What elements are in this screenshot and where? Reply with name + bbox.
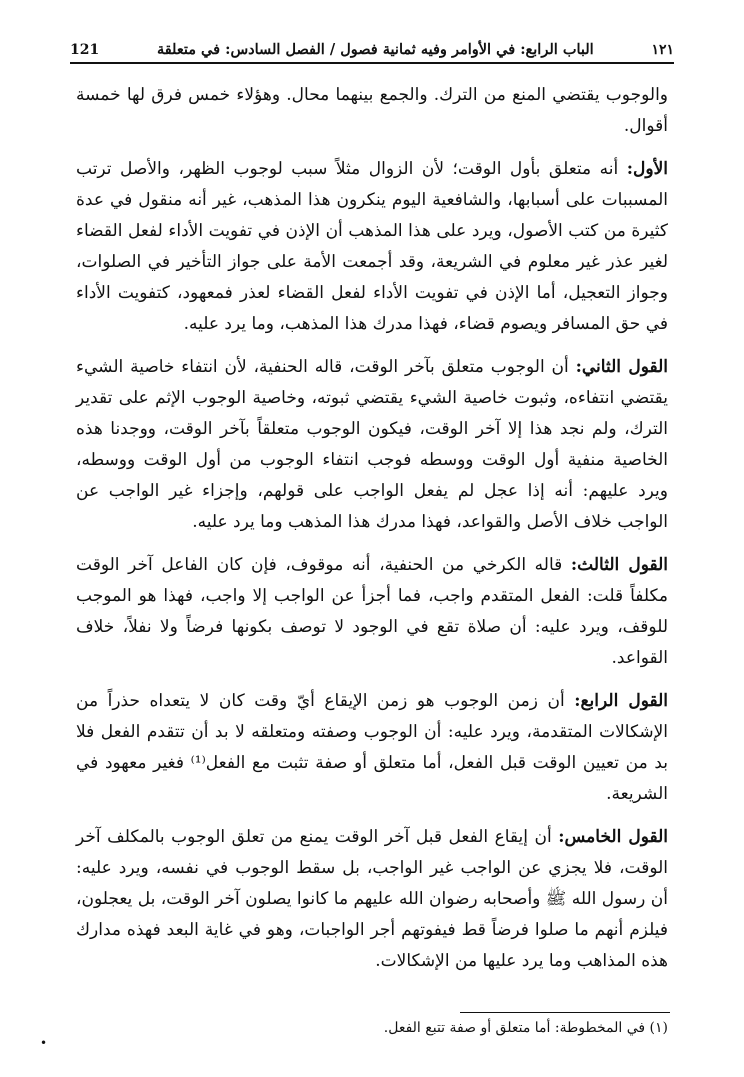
paragraph-label: القول الرابع: — [574, 691, 668, 711]
paragraph-label: الأول: — [626, 159, 669, 179]
page-header — [70, 34, 674, 64]
footnote-text: في المخطوطة: أما متعلق أو صفة تتبع الفعل. — [383, 1020, 646, 1036]
paragraph-text: أن زمن الوجوب هو زمن الإيقاع أيّ وقت كان لا يتعداه حذراً من الإشكالات المتقدمة، ويرد عليه: أن الوجوب وصفته ومتعلقه لا بد أن تتقدم الفعل فلا بد من تعيين الوقت قبل الفعل، أما متعلق أو صفة تثبت مع الفعل⁽¹⁾ فغير معهود في الشريعة. — [76, 691, 669, 804]
footnote-divider — [460, 1012, 670, 1013]
paragraph-first-opinion — [76, 154, 668, 340]
paragraph-fifth-opinion — [76, 822, 668, 977]
paragraph-text: أن إيقاع الفعل قبل آخر الوقت يمنع من تعلق الوجوب بالمكلف آخر الوقت، فلا يجزي عن الواجب غير الواجب، بل سقط الوجوب في نفسه، ويرد عليه: أن رسول الله ﷺ وأصحابه رضوان الله عليهم ما كانوا يصلون آخر الوقت، بل يعجلون، فيلزم أنهم ما صلوا فرضاً قط فيفوتهم أجر الواجبات، وهو في غاية البعد فهذه مدارك هذه المذاهب وما يرد عليها من الإشكالات. — [76, 827, 668, 971]
paragraph-label: القول الثاني: — [575, 357, 668, 377]
footnote — [384, 1020, 668, 1036]
page-number-latin: 121 — [70, 42, 100, 58]
paragraph-third-opinion — [76, 550, 668, 674]
paragraph-text: قاله الكرخي من الحنفية، أنه موقوف، فإن كان الفاعل آخر الوقت مكلفاً قلت: الفعل المتقدم واجب، فما أجزأ عن الواجب إلا واجب، فهذا هو الموجب للوقف، ويرد عليه: أن صلاة تقع في الوجود لا توصف بكونها فرضاً ولا نفلاً، خلاف القواعد. — [76, 555, 668, 668]
paragraph-text: أن الوجوب متعلق بآخر الوقت، قاله الحنفية، لأن انتفاء خاصية الشيء يقتضي انتفاءه، وثبوت خاصية الشيء يقتضي ثبوته، وخاصية الوجوب الإثم على تقدير الترك، ولم نجد هذا إلا آخر الوقت، فيكون الوجوب متعلقاً بآخر الوقت، ووجدنا هذه الخاصية منفية أول الوقت ووسطه فوجب انتفاء الوجوب من أول الوقت ووسطه، ويرد عليهم: أنه إذا عجل لم يفعل الواجب على قولهم، وإجزاء غير الواجب عن الواجب خلاف الأصل والقواعد، فهذا مدرك هذا المذهب وما يرد عليه. — [76, 357, 668, 532]
paragraph-intro — [76, 80, 668, 142]
paragraph-fourth-opinion — [76, 686, 668, 810]
running-title: الباب الرابع: في الأوامر وفيه ثمانية فصول / الفصل السادس: في متعلقة — [156, 41, 594, 58]
footnote-marker: (١) — [649, 1020, 668, 1036]
paragraph-text: والوجوب يقتضي المنع من الترك. والجمع بينهما محال. وهؤلاء خمس فرق لها خمسة أقوال. — [76, 85, 668, 136]
page-number-arabic: ١٢١ — [651, 42, 674, 58]
paragraph-label: القول الخامس: — [558, 827, 668, 847]
paragraph-label: القول الثالث: — [570, 555, 668, 575]
main-text — [76, 80, 668, 989]
margin-mark: • — [40, 1036, 48, 1050]
paragraph-second-opinion — [76, 352, 668, 538]
paragraph-text: أنه متعلق بأول الوقت؛ لأن الزوال مثلاً سبب لوجوب الظهر، والأصل ترتب المسببات على أسبابها، والشافعية اليوم ينكرون هذا المذهب، غير أنه منقول في عدة كثيرة من كتب الأصول، ويرد على هذا المذهب أن الإذن في تفويت الأداء لفعل القضاء لغير عذر غير معلوم في الشريعة، وقد أجمعت الأمة على جواز التأخير في الصلوات، وجواز التعجيل، أما الإذن في تفويت الأداء لفعل القضاء لعذر فمعهود، كتفويت الأداء في حق المسافر ويصوم قضاء، فهذا مدرك هذا المذهب، وما يرد عليه. — [76, 159, 668, 334]
